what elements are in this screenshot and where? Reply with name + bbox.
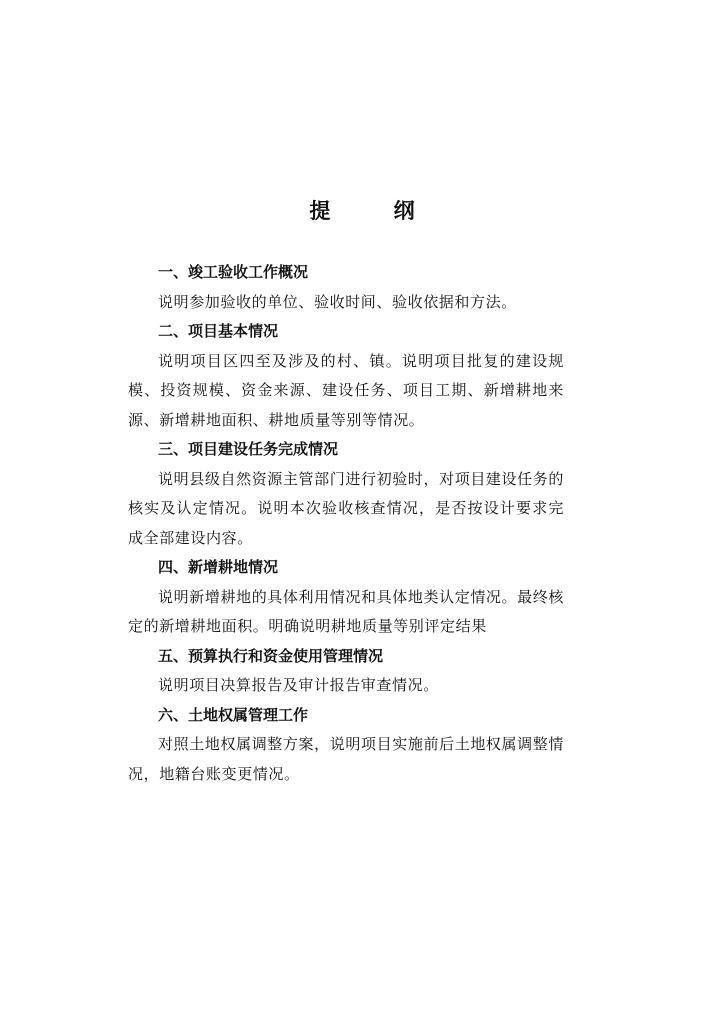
section-body: 说明项目区四至及涉及的村、镇。说明项目批复的建设规模、投资规模、资金来源、建设任务、项目工期、新增耕地来源、新增耕地面积、耕地质量等别等情况。 bbox=[128, 351, 564, 429]
section-heading: 二、项目基本情况 bbox=[158, 322, 279, 340]
section-heading: 六、土地权属管理工作 bbox=[158, 705, 309, 724]
section-body: 说明项目决算报告及审计报告审查情况。 bbox=[158, 676, 439, 694]
section-new-farmland bbox=[128, 553, 564, 642]
section-budget-funds bbox=[128, 642, 564, 701]
section-project-basics bbox=[128, 317, 564, 435]
section-body: 说明新增耕地的具体利用情况和具体地类认定情况。最终核定的新增耕地面积。明确说明耕地质量等别评定结果 bbox=[128, 587, 564, 635]
section-land-ownership bbox=[128, 701, 564, 790]
section-heading: 一、竣工验收工作概况 bbox=[158, 263, 309, 281]
section-body: 说明县级自然资源主管部门进行初验时，对项目建设任务的核实及认定情况。说明本次验收核查情况，是否按设计要求完成全部建设内容。 bbox=[128, 469, 564, 547]
page-title: 提 纲 bbox=[309, 199, 443, 223]
section-heading: 三、项目建设任务完成情况 bbox=[158, 440, 339, 458]
outline-content bbox=[128, 258, 564, 789]
section-acceptance-overview bbox=[128, 258, 564, 317]
section-body: 对照土地权属调整方案，说明项目实施前后土地权属调整情况，地籍台账变更情况。 bbox=[128, 735, 564, 783]
section-construction-tasks bbox=[128, 435, 564, 553]
section-heading: 五、预算执行和资金使用管理情况 bbox=[158, 646, 384, 665]
section-body: 说明参加验收的单位、验收时间、验收依据和方法。 bbox=[158, 292, 517, 311]
section-heading: 四、新增耕地情况 bbox=[158, 558, 279, 576]
